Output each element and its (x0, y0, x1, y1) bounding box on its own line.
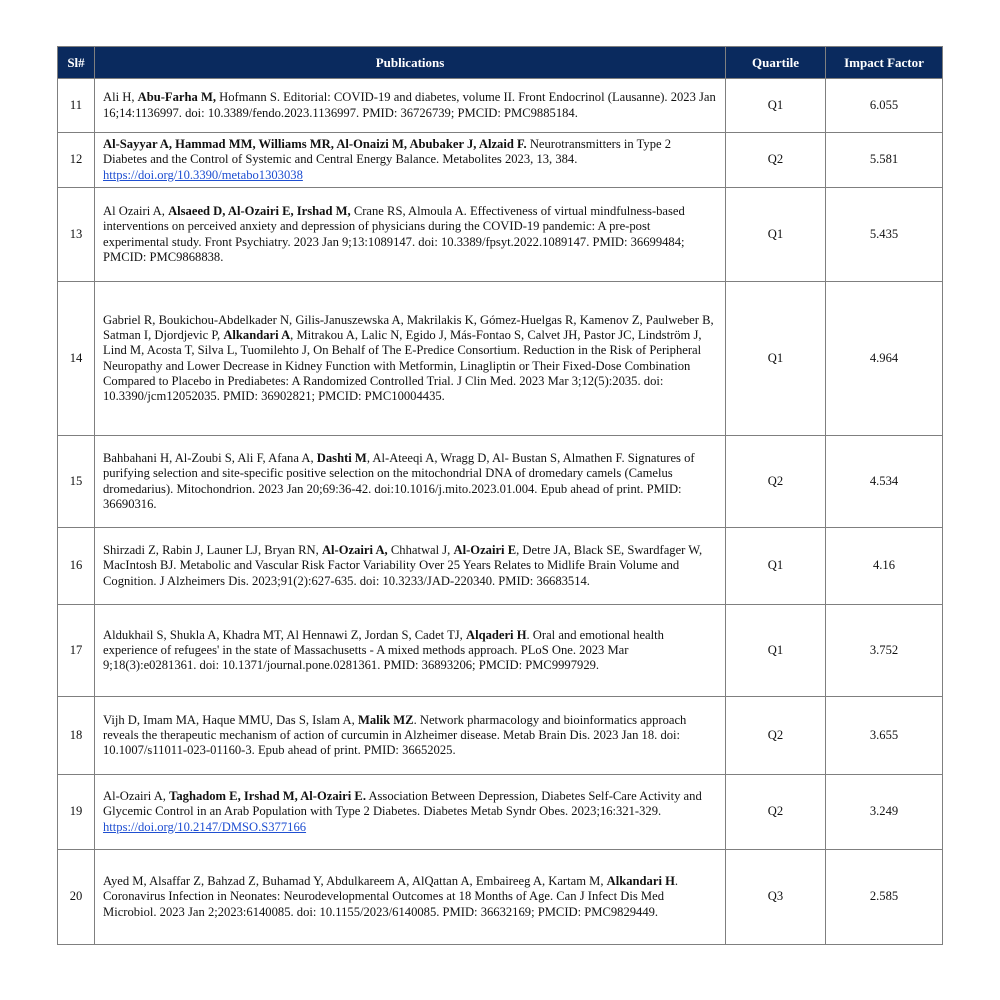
citation-text: Shirzadi Z, Rabin J, Launer LJ, Bryan RN, (103, 543, 322, 558)
highlighted-authors: Dashti M (316, 451, 367, 466)
publications-page (57, 46, 942, 945)
highlighted-authors: Abu-Farha M, (137, 90, 217, 105)
impact-factor-cell: 3.249 (826, 775, 943, 850)
serial-number: 18 (58, 697, 95, 775)
publication-citation (95, 775, 726, 850)
impact-factor-cell: 5.581 (826, 133, 943, 188)
impact-factor-cell: 3.655 (826, 697, 943, 775)
serial-number: 19 (58, 775, 95, 850)
quartile-cell: Q2 (726, 697, 826, 775)
publication-citation (95, 850, 726, 945)
citation-text: Aldukhail S, Shukla A, Khadra MT, Al Hennawi Z, Jordan S, Cadet TJ, (103, 627, 466, 642)
citation-text: Neurotransmitters in Type 2 Diabetes and the Control of Systemic and Central Energy Balance. Metabolites 2023, 13, 384. (103, 137, 672, 167)
serial-number: 15 (58, 436, 95, 528)
publication-citation (95, 605, 726, 697)
highlighted-authors: Malik MZ (357, 712, 414, 727)
citation-text: . Network pharmacology and bioinformatics approach reveals the therapeutic mechanism of action of curcumin in Alzheimer disease. Metab Brain Dis. 2023 Jan 18. doi: 10.1007/s11011-023-01160-3. Epub ahead of print. PMID: 36652025. (103, 712, 687, 758)
table-row (58, 775, 943, 850)
publication-citation (95, 282, 726, 436)
table-row (58, 697, 943, 775)
table-header (58, 47, 943, 79)
publication-citation (95, 697, 726, 775)
table-row (58, 133, 943, 188)
citation-text: , Mitrakou A, Lalic N, Egido J, Más-Fontao S, Calvet JH, Pastor JC, Lindström J, Lind M, Acosta T, Silva L, Tuomilehto J, On Behalf of The E-Predice Consortium. Reduction in the Risk of Peripheral Neuropathy and Lower Decrease in Kidney Function with Metformin, Linagliptin or Their Fixed-Dose Combination Compared to Placebo in Prediabetes: A Randomized Controlled Trial. J Clin Med. 2023 Mar 3;12(5):2035. doi: 10.3390/jcm12052035. PMID: 36902821; PMCID: PMC10004435. (103, 328, 702, 403)
table-row (58, 850, 943, 945)
quartile-cell: Q1 (726, 528, 826, 605)
highlighted-authors: Taghadom E, Irshad M, Al-Ozairi E. (169, 789, 366, 804)
quartile-cell: Q2 (726, 436, 826, 528)
highlighted-authors: Alkandari H (606, 874, 675, 889)
impact-factor-cell: 4.964 (826, 282, 943, 436)
highlighted-authors: Alsaeed D, Al-Ozairi E, Irshad M, (168, 204, 351, 219)
citation-text: . Oral and emotional health experience of refugees' in the state of Massachusetts - A mixed methods approach. PLoS One. 2023 Mar 9;18(3):e0281361. doi: 10.1371/journal.pone.0281361. PMID: 36893206; PMCID: PMC9997929. (103, 627, 664, 673)
citation-text: Al Ozairi A, (103, 204, 169, 219)
citation-text: Ayed M, Alsaffar Z, Bahzad Z, Buhamad Y, Abdulkareem A, AlQattan A, Embaireeg A, Kartam M, (103, 874, 607, 889)
publication-citation (95, 79, 726, 133)
quartile-cell: Q1 (726, 79, 826, 133)
impact-factor-cell: 2.585 (826, 850, 943, 945)
header-sl: Sl# (58, 47, 95, 79)
citation-text: Bahbahani H, Al-Zoubi S, Ali F, Afana A, (103, 451, 317, 466)
header-publications: Publications (95, 47, 726, 79)
impact-factor-cell: 4.534 (826, 436, 943, 528)
serial-number: 17 (58, 605, 95, 697)
citation-text: Association Between Depression, Diabetes Self-Care Activity and Glycemic Control in an Arab Population with Type 2 Diabetes. Diabetes Metab Syndr Obes. 2023;16:321-329. (103, 789, 702, 819)
impact-factor-cell: 3.752 (826, 605, 943, 697)
quartile-cell: Q2 (726, 775, 826, 850)
quartile-cell: Q3 (726, 850, 826, 945)
serial-number: 20 (58, 850, 95, 945)
highlighted-authors: Alqaderi H (465, 627, 527, 642)
highlighted-authors: Al-Sayyar A, Hammad MM, Williams MR, Al-Onaizi M, Abubaker J, Alzaid F. (103, 137, 527, 152)
quartile-cell: Q2 (726, 133, 826, 188)
table-row (58, 188, 943, 282)
impact-factor-cell: 6.055 (826, 79, 943, 133)
serial-number: 12 (58, 133, 95, 188)
citation-text: Hofmann S. Editorial: COVID-19 and diabetes, volume II. Front Endocrinol (Lausanne). 2023 Jan 16;14:1136997. doi: 10.3389/fendo.2023.1136997. PMID: 36726739; PMCID: PMC9885184. (103, 90, 716, 120)
serial-number: 16 (58, 528, 95, 605)
publication-citation (95, 133, 726, 188)
citation-text: , Detre JA, Black SE, Swardfager W, MacIntosh BJ. Metabolic and Vascular Risk Factor Variability Over 25 Years Relates to Midlife Brain Volume and Cognition. J Alzheimers Dis. 2023;91(2):627-635. doi: 10.3233/JAD-220340. PMID: 36683514. (103, 543, 703, 588)
serial-number: 11 (58, 79, 95, 133)
doi-link[interactable]: https://doi.org/10.3390/metabo1303038 (103, 167, 303, 182)
quartile-cell: Q1 (726, 282, 826, 436)
table-row (58, 282, 943, 436)
doi-link[interactable]: https://doi.org/10.2147/DMSO.S377166 (103, 819, 307, 834)
header-row (58, 47, 943, 79)
publications-table (57, 46, 943, 945)
publication-citation (95, 188, 726, 282)
table-body (58, 79, 943, 945)
quartile-cell: Q1 (726, 188, 826, 282)
citation-text: Vijh D, Imam MA, Haque MMU, Das S, Islam A, (103, 712, 358, 727)
table-row (58, 79, 943, 133)
quartile-cell: Q1 (726, 605, 826, 697)
serial-number: 14 (58, 282, 95, 436)
highlighted-authors: Alkandari A (223, 328, 291, 343)
impact-factor-cell: 4.16 (826, 528, 943, 605)
publication-citation (95, 528, 726, 605)
header-impact-factor: Impact Factor (826, 47, 943, 79)
citation-text: , Al-Ateeqi A, Wragg D, Al- Bustan S, Almathen F. Signatures of purifying selection and site-specific positive selection on the mitochondrial DNA of dromedary camels (Camelus dromedarius). Mitochondrion. 2023 Jan 20;69:36-42. doi:10.1016/j.mito.2023.01.004. Epub ahead of print. PMID: 36690316. (103, 451, 695, 511)
table-row (58, 605, 943, 697)
citation-text: . Coronavirus Infection in Neonates: Neurodevelopmental Outcomes at 18 Months of Age. Can J Infect Dis Med Microbiol. 2023 Jan 2;2023:6140085. doi: 10.1155/2023/6140085. PMID: 36632169; PMCID: PMC9829449. (103, 874, 679, 919)
citation-text: Chhatwal J, (387, 543, 454, 558)
table-row (58, 436, 943, 528)
serial-number: 13 (58, 188, 95, 282)
header-quartile: Quartile (726, 47, 826, 79)
citation-text: Al-Ozairi A, (103, 789, 170, 804)
highlighted-authors: Al-Ozairi A, (321, 543, 388, 558)
impact-factor-cell: 5.435 (826, 188, 943, 282)
highlighted-authors: Al-Ozairi E (453, 543, 517, 558)
citation-text: Gabriel R, Boukichou-Abdelkader N, Gilis-Januszewska A, Makrilakis K, Gómez-Huelgas R, Kamenov Z, Paulweber B, Satman I, Djordjevic P, (103, 312, 714, 343)
table-row (58, 528, 943, 605)
citation-text: Ali H, (103, 90, 138, 105)
citation-text: Crane RS, Almoula A. Effectiveness of virtual mindfulness-based interventions on perceived anxiety and depression of physicians during the COVID-19 pandemic: A pre-post experimental study. Front Psychiatry. 2023 Jan 9;13:1089147. doi: 10.3389/fpsyt.2022.1089147. PMID: 36699484; PMCID: PMC9868838. (103, 204, 685, 264)
publication-citation (95, 436, 726, 528)
